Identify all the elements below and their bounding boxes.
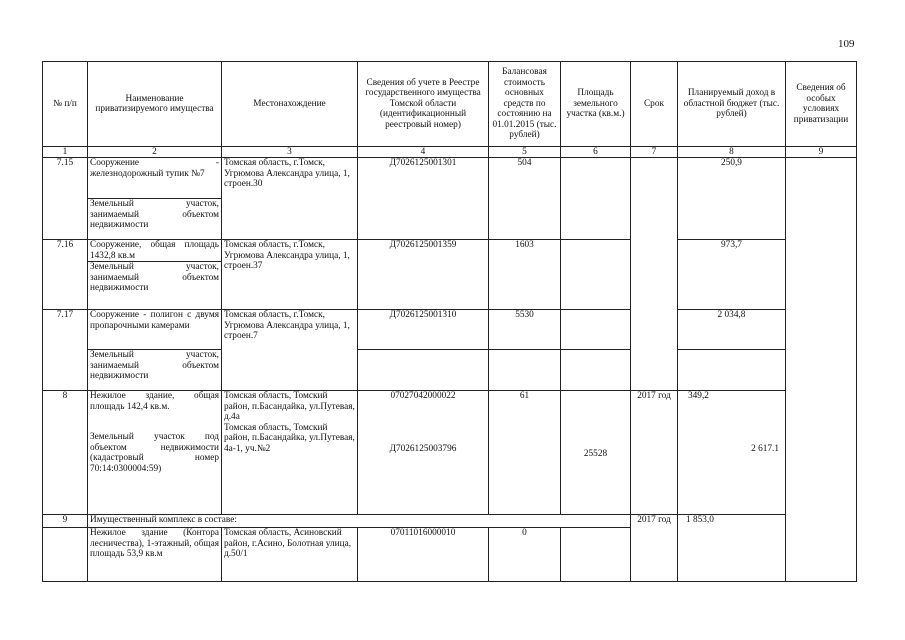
column-number-row [43,147,857,158]
column-number: 4 [358,147,489,158]
registry-number: Д7026125001301 [358,158,489,240]
privatization-table [42,61,857,582]
balance-value: 5530 [489,310,561,350]
land-area [561,310,631,350]
row-number: 9 [43,515,88,528]
header-cell: № п/п [43,62,88,147]
header-cell: Сведения об особых условиях приватизации [786,62,857,147]
planned-income [678,391,786,515]
land-plot-income: 2 617.1 [751,443,779,454]
property-location: Томская область, г.Томск, Угрюмова Александра улица, 1, строен.7 [222,310,358,391]
land-area [561,528,631,582]
property-location: Томская область, г.Томск, Угрюмова Александра улица, 1, строен.30 [222,158,358,240]
term-cell: 2017 год [631,515,678,582]
complex-income: 1 853,0 [686,515,714,525]
column-number: 3 [222,147,358,158]
property-location: Томская область, г.Томск, Угрюмова Александра улица, 1, строен.37 [222,240,358,310]
registry-number: 07011016000010 [358,528,489,582]
header-cell: Сведения об учете в Реестре государственного имущества Томской области (идентификационный реестровый номер) [358,62,489,147]
property-name: Сооружение, общая площадь 1432,8 кв.м [88,240,222,262]
planned-income: 2 034,8 [678,310,786,350]
land-plot-location: Томская область, Томский район, п.Басандайка, ул.Путевая, 4а-1, уч.№2 [224,422,355,454]
planned-income [678,515,786,582]
complex-title: Имущественный комплекс в составе: [88,515,631,528]
table-row [43,240,857,262]
column-number: 7 [631,147,678,158]
property-location: Томская область, Асиновский район, г.Асино, Болотная улица, д.50/1 [222,528,358,582]
building-registry: 07027042000022 [390,391,456,401]
property-name [88,391,222,515]
land-area [561,350,631,391]
property-name: Сооружение - железнодорожный тупик №7 [88,158,222,199]
column-number: 5 [489,147,561,158]
table-row [43,515,857,528]
land-area-value: 25528 [583,449,608,459]
row-number [43,528,88,582]
table-row [43,391,857,515]
header-cell: Наименование приватизируемого имущества [88,62,222,147]
header-cell: Срок [631,62,678,147]
land-plot-name: Земельный участок, занимаемый объектом недвижимости [88,262,222,310]
row-number: 7.17 [43,310,88,391]
property-name: Сооружение - полигон с двумя пропарочными камерами [88,310,222,350]
land-plot-name: Земельный участок под объектом недвижимости (кадастровый номер 70:14:0300004:59) [90,432,219,474]
term-cell [631,158,678,391]
header-row [43,62,857,147]
column-number: 2 [88,147,222,158]
header-cell: Площадь земельного участка (кв.м.) [561,62,631,147]
land-plot-name: Земельный участок, занимаемый объектом недвижимости [88,199,222,240]
page-number: 109 [838,38,855,50]
land-area [561,158,631,240]
header-cell: Планируемый доход в областной бюджет (тыс. рублей) [678,62,786,147]
land-plot-name: Земельный участок, занимаемый объектом недвижимости [88,350,222,391]
term-cell: 2017 год [631,391,678,515]
balance-value [489,350,561,391]
table-row [43,158,857,199]
balance-value: 1603 [489,240,561,310]
planned-income [678,350,786,391]
planned-income: 973,7 [678,240,786,310]
balance-value: 0 [489,528,561,582]
registry-number: Д7026125001310 [358,310,489,350]
column-number: 9 [786,147,857,158]
row-number: 7.16 [43,240,88,310]
registry-number [358,350,489,391]
property-location [222,391,358,515]
table-row [43,350,857,391]
column-number: 6 [561,147,631,158]
column-number: 1 [43,147,88,158]
property-name: Нежилое здание (Контора лесничества), 1-этажный, общая площадь 53,9 кв.м [88,528,222,582]
row-number: 8 [43,391,88,515]
special-conditions [786,158,857,582]
land-plot-registry: Д7026125003796 [389,443,457,454]
table-row [43,310,857,350]
balance-value: 504 [489,158,561,240]
registry-number [358,391,489,515]
header-cell: Местонахождение [222,62,358,147]
building-income: 349,2 [688,391,709,401]
planned-income: 250,9 [678,158,786,240]
registry-number: Д7026125001359 [358,240,489,310]
column-number: 8 [678,147,786,158]
header-cell: Балансовая стоимость основных средств по состоянию на 01.01.2015 (тыс. рублей) [489,62,561,147]
row-number: 7.15 [43,158,88,240]
building-location: Томская область, Томский район, п.Басандайка, ул.Путевая, д.4а [224,391,355,422]
land-area [561,240,631,310]
balance-value: 61 [489,391,561,515]
building-name: Нежилое здание, общая площадь 142,4 кв.м. [90,391,219,412]
land-area [561,391,631,515]
